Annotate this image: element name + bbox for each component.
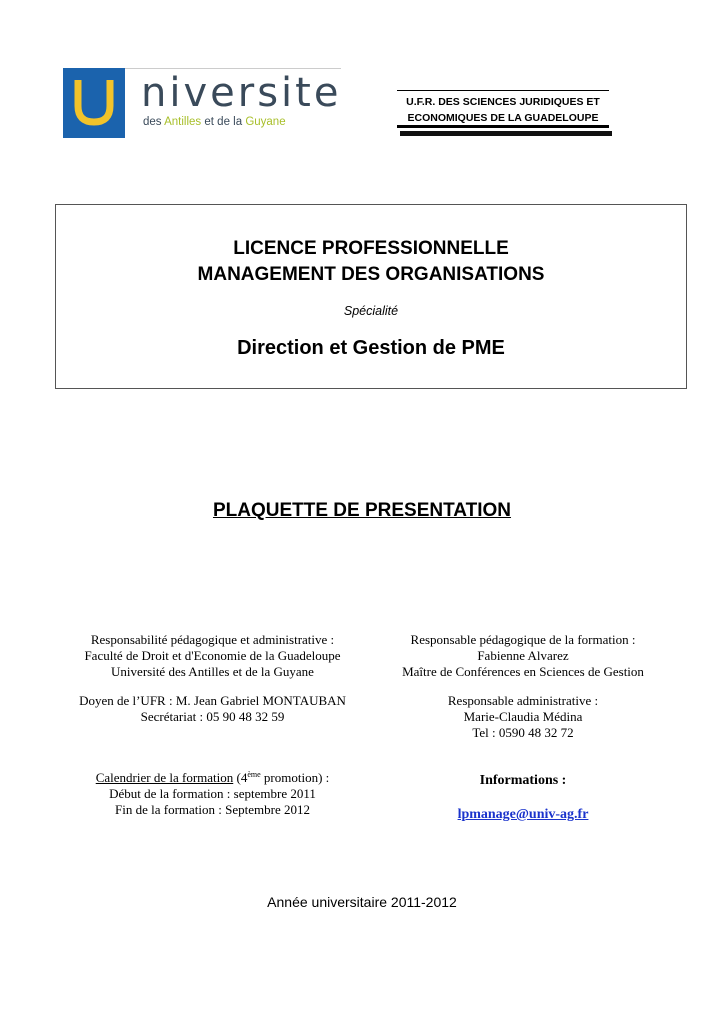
program-title-line-2: MANAGEMENT DES ORGANISATIONS bbox=[197, 264, 545, 285]
universite-line: Université des Antilles et de la Guyane bbox=[111, 664, 314, 679]
program-title-line-1: LICENCE PROFESSIONNELLE bbox=[233, 238, 509, 259]
ufr-box-shadow bbox=[400, 131, 612, 136]
right-column bbox=[370, 632, 676, 832]
resp-administrative-title: Responsable administrative : bbox=[447, 693, 599, 708]
fin-line: Fin de la formation : Septembre 2012 bbox=[115, 802, 310, 817]
ufr-line-2: ECONOMIQUES DE LA GUADELOUPE bbox=[407, 112, 599, 124]
logo-wordmark: niversite bbox=[141, 70, 342, 116]
program-title bbox=[56, 236, 686, 288]
resp-pedagogique-block bbox=[370, 632, 676, 680]
doyen-block bbox=[60, 693, 365, 725]
title-box bbox=[55, 204, 687, 389]
calendrier-title: Calendrier de la formation (4ème promotion) : bbox=[95, 770, 330, 785]
university-logo bbox=[63, 68, 341, 138]
debut-line: Début de la formation : septembre 2011 bbox=[109, 786, 316, 801]
specialty-title: Direction et Gestion de PME bbox=[237, 337, 505, 359]
email-wrapper bbox=[370, 806, 676, 823]
calendrier-block bbox=[60, 770, 365, 818]
specialite-label: Spécialité bbox=[343, 304, 399, 318]
logo-blue-square bbox=[63, 68, 125, 138]
informations-title: Informations : bbox=[479, 773, 567, 788]
annee-universitaire: Année universitaire 2011-2012 bbox=[267, 894, 457, 910]
resp-pedagogique-name: Fabienne Alvarez bbox=[477, 648, 569, 663]
resp-pedagogique-title: Responsable pédagogique de la formation : bbox=[410, 632, 636, 647]
responsabilite-title: Responsabilité pédagogique et administrative : bbox=[90, 632, 335, 647]
ufr-line-1: U.F.R. DES SCIENCES JURIDIQUES ET bbox=[406, 96, 600, 108]
doyen-line: Doyen de l’UFR : M. Jean Gabriel MONTAUBAN bbox=[79, 693, 346, 708]
logo-divider bbox=[125, 68, 341, 69]
logo-subtitle: des Antilles et de la Guyane bbox=[143, 116, 286, 128]
resp-administrative-name: Marie-Claudia Médina bbox=[463, 709, 583, 724]
responsabilite-block bbox=[60, 632, 365, 680]
email-link[interactable]: lpmanage@univ-ag.fr bbox=[457, 807, 589, 822]
logo-u-icon bbox=[72, 78, 116, 126]
plaquette-heading: PLAQUETTE DE PRESENTATION bbox=[212, 500, 512, 521]
ufr-header-box bbox=[397, 90, 609, 128]
resp-administrative-tel: Tel : 0590 48 32 72 bbox=[472, 725, 574, 740]
resp-administrative-block bbox=[370, 693, 676, 741]
secretariat-line: Secrétariat : 05 90 48 32 59 bbox=[140, 709, 285, 724]
left-column bbox=[60, 632, 365, 822]
resp-pedagogique-role: Maître de Conférences en Sciences de Gestion bbox=[402, 664, 644, 679]
faculte-line: Faculté de Droit et d'Economie de la Guadeloupe bbox=[84, 648, 341, 663]
